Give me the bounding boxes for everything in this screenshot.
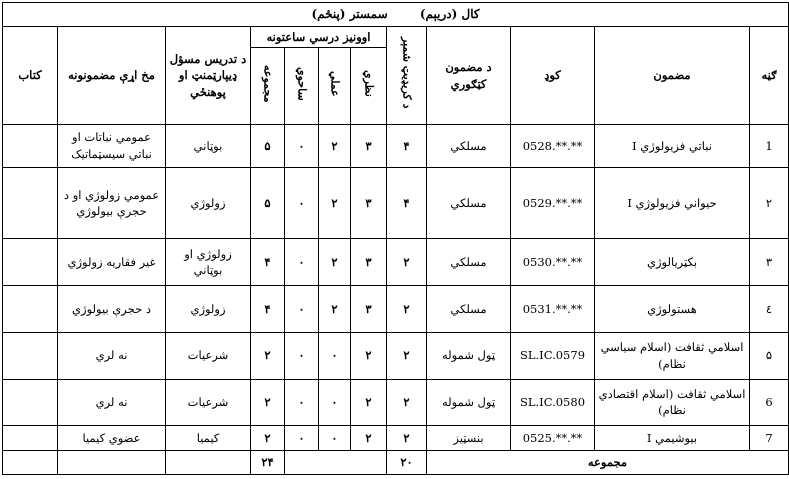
row-practicum: ۰ xyxy=(285,379,319,426)
row-number: ۳ xyxy=(750,239,789,286)
row-credits: ۴ xyxy=(387,168,427,239)
row-practicum: ۰ xyxy=(285,286,319,333)
totals-department-blank xyxy=(166,450,251,474)
table-row xyxy=(3,168,789,239)
semester-title-row xyxy=(3,3,789,27)
row-practical: ۰ xyxy=(319,332,351,379)
row-category: مسلکي xyxy=(427,168,511,239)
row-subject: اسلامي ثقافت (اسلام سیاسي نظام) xyxy=(595,332,750,379)
row-code xyxy=(511,426,595,450)
row-code xyxy=(511,168,595,239)
semester-title xyxy=(3,3,789,27)
row-theory: ۳ xyxy=(351,286,387,333)
row-category: بنسټیز xyxy=(427,426,511,450)
row-total: ۲ xyxy=(251,426,285,450)
col-practical-header xyxy=(319,47,351,124)
row-prerequisite: غیر فقاریه زولوژي xyxy=(58,239,166,286)
row-book xyxy=(3,168,58,239)
row-theory: ۳ xyxy=(351,168,387,239)
row-subject: حیواني فزیولوژي I xyxy=(595,168,750,239)
row-book xyxy=(3,286,58,333)
row-code-text: 0525.**.** xyxy=(522,430,583,445)
col-total-header xyxy=(251,47,285,124)
table-row xyxy=(3,124,789,168)
col-number-header: ګڼه xyxy=(750,27,789,124)
table-row xyxy=(3,286,789,333)
row-subject: بکټریالوژي xyxy=(595,239,750,286)
row-prerequisite: عضوي کیمیا xyxy=(58,426,166,450)
row-theory: ۲ xyxy=(351,379,387,426)
row-total: ۲ xyxy=(251,332,285,379)
row-practical: ۲ xyxy=(319,168,351,239)
row-practical: ۲ xyxy=(319,286,351,333)
row-code xyxy=(511,332,595,379)
row-prerequisite: نه لري xyxy=(58,332,166,379)
row-total: ۴ xyxy=(251,286,285,333)
row-prerequisite: عمومي زولوژي او د حجرې بیولوژي xyxy=(58,168,166,239)
row-number: 7 xyxy=(750,426,789,450)
row-department: کیمیا xyxy=(166,426,251,450)
row-subject: اسلامي ثقافت (اسلام اقتصادي نظام) xyxy=(595,379,750,426)
row-category: ټول شموله xyxy=(427,379,511,426)
row-code-text: 0530.**.** xyxy=(522,254,583,269)
col-theory-header xyxy=(351,47,387,124)
row-number: 1 xyxy=(750,124,789,168)
row-department: شرعیات xyxy=(166,379,251,426)
row-number: 6 xyxy=(750,379,789,426)
row-department: زولوژي xyxy=(166,286,251,333)
col-book-header: کتاب xyxy=(3,27,58,124)
total-header-text: مجموعه xyxy=(261,64,275,103)
row-department: شرعیات xyxy=(166,332,251,379)
col-category-header: د مضمون کټګوري xyxy=(427,27,511,124)
credits-header-text: د کریډیټ شمېر xyxy=(400,37,414,109)
row-prerequisite: د حجرې بیولوژي xyxy=(58,286,166,333)
row-code xyxy=(511,239,595,286)
header-row-1 xyxy=(3,27,789,47)
table-row xyxy=(3,332,789,379)
row-credits: ۲ xyxy=(387,286,427,333)
row-practical: ۲ xyxy=(319,239,351,286)
row-code-text: SL.IC.0579 xyxy=(519,348,586,363)
totals-blank xyxy=(285,450,387,474)
row-subject: هستولوژي xyxy=(595,286,750,333)
row-category: مسلکي xyxy=(427,124,511,168)
col-weekly-hours-header: اوونیز درسي ساعتونه xyxy=(251,27,387,47)
row-total: ۲ xyxy=(251,379,285,426)
row-number: ۵ xyxy=(750,332,789,379)
table-row xyxy=(3,426,789,450)
row-theory: ۲ xyxy=(351,426,387,450)
col-department-header: د تدریس مسؤل ډیپارټمنټ او پوهنځي xyxy=(166,27,251,124)
col-credits-header xyxy=(387,27,427,124)
year-label: کال xyxy=(461,6,480,21)
row-subject: نباتي فزیولوژي I xyxy=(595,124,750,168)
row-prerequisite: نه لري xyxy=(58,379,166,426)
row-total: ۵ xyxy=(251,124,285,168)
row-book xyxy=(3,332,58,379)
row-practicum: ۰ xyxy=(285,168,319,239)
row-book xyxy=(3,379,58,426)
practicum-header-text: ساحوي xyxy=(295,66,309,101)
theory-header-text: نظري xyxy=(362,70,376,97)
row-theory: ۳ xyxy=(351,124,387,168)
row-department: بوټاني xyxy=(166,124,251,168)
semester-value: (پنځم) xyxy=(311,6,346,21)
curriculum-table xyxy=(2,2,789,475)
row-subject: بیوشیمي I xyxy=(595,426,750,450)
row-practicum: ۰ xyxy=(285,124,319,168)
row-theory: ۲ xyxy=(351,332,387,379)
table-row xyxy=(3,239,789,286)
row-code-text: 0528.**.** xyxy=(522,138,583,153)
year-value: (دریېم) xyxy=(419,6,458,21)
totals-row xyxy=(3,450,789,474)
hours-total: ۲۴ xyxy=(251,450,285,474)
row-book xyxy=(3,124,58,168)
row-credits: ۲ xyxy=(387,379,427,426)
credits-total: ۲۰ xyxy=(387,450,427,474)
row-book xyxy=(3,426,58,450)
row-code xyxy=(511,286,595,333)
row-theory: ۳ xyxy=(351,239,387,286)
totals-book-blank xyxy=(3,450,58,474)
totals-label: مجموعه xyxy=(427,450,789,474)
row-credits: ۲ xyxy=(387,239,427,286)
row-number: ٤ xyxy=(750,286,789,333)
row-code-text: SL.IC.0580 xyxy=(519,395,586,410)
row-department: زولوژي xyxy=(166,168,251,239)
totals-prereq-blank xyxy=(58,450,166,474)
row-practical: ۲ xyxy=(319,124,351,168)
row-practical: ۰ xyxy=(319,426,351,450)
row-number: ۲ xyxy=(750,168,789,239)
row-code-text: 0529.**.** xyxy=(522,196,583,211)
row-practical: ۰ xyxy=(319,379,351,426)
row-practicum: ۰ xyxy=(285,332,319,379)
col-subject-header: مضمون xyxy=(595,27,750,124)
row-credits: ۲ xyxy=(387,426,427,450)
row-book xyxy=(3,239,58,286)
row-practicum: ۰ xyxy=(285,426,319,450)
row-category: مسلکي xyxy=(427,286,511,333)
row-credits: ۴ xyxy=(387,124,427,168)
semester-label: سمستر xyxy=(349,6,388,21)
row-total: ۵ xyxy=(251,168,285,239)
row-code-text: 0531.**.** xyxy=(522,301,583,316)
col-prerequisite-header: مخ اړې مضمونونه xyxy=(58,27,166,124)
row-total: ۴ xyxy=(251,239,285,286)
table-row xyxy=(3,379,789,426)
row-category: ټول شموله xyxy=(427,332,511,379)
row-department: زولوژي او بوټاني xyxy=(166,239,251,286)
col-practicum-header xyxy=(285,47,319,124)
row-practicum: ۰ xyxy=(285,239,319,286)
practical-header-text: عملي xyxy=(328,70,342,97)
row-credits: ۲ xyxy=(387,332,427,379)
row-prerequisite: عمومي نباتات او نباتي سیسټماتیک xyxy=(58,124,166,168)
row-code xyxy=(511,124,595,168)
row-code xyxy=(511,379,595,426)
col-code-header: کوډ xyxy=(511,27,595,124)
row-category: مسلکي xyxy=(427,239,511,286)
